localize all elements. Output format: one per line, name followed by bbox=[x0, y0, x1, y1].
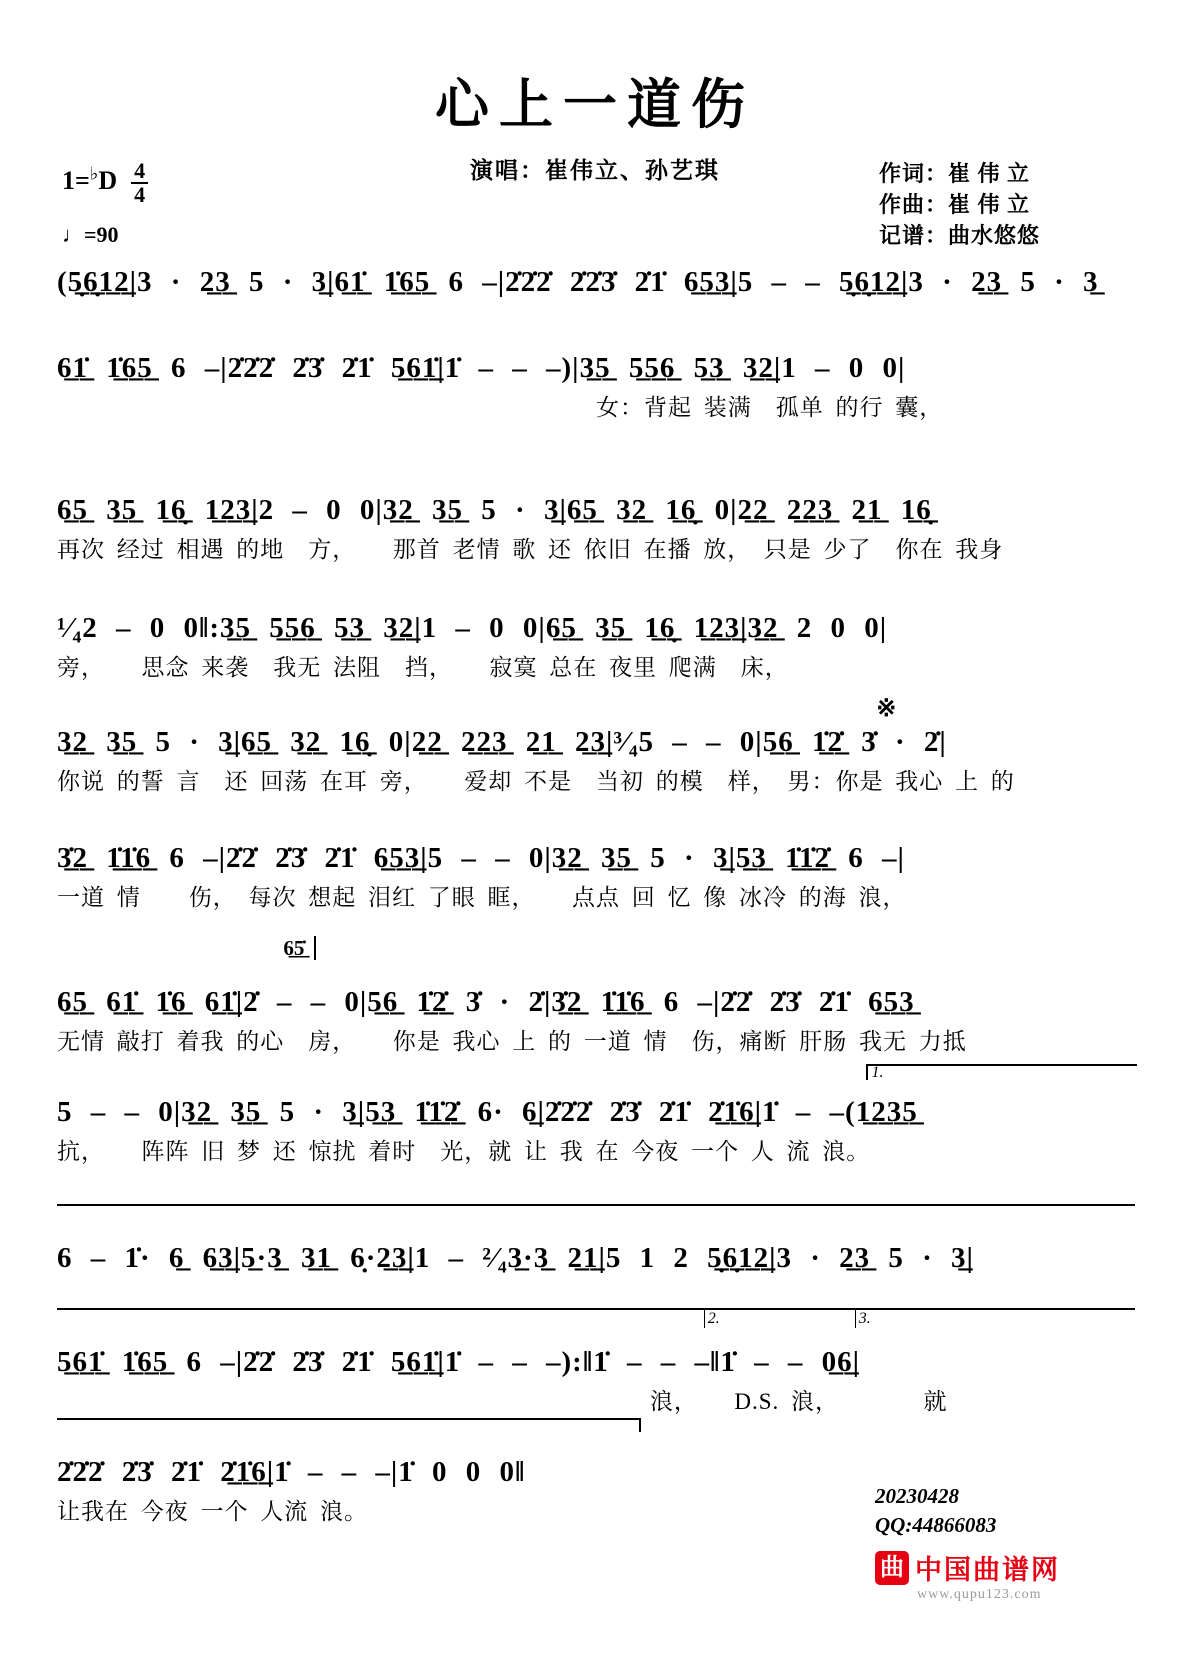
notation-line: 2̇2̇2̇ 2̇3̇ 2̇1̇ 2̲̇1̲̇6̲|1̇ – – –|1̇ 0 0 0‖ bbox=[57, 1456, 526, 1488]
volta-number: 1. bbox=[871, 1064, 884, 1081]
volta-number: 3. bbox=[855, 1310, 871, 1328]
music-system-1 bbox=[57, 262, 1135, 302]
segno-sign: ※ bbox=[876, 696, 897, 722]
lyric-line: 再次 经过 相遇 的地 方， 那首 老情 歌 还 依旧 在播 放， 只是 少了 你在 我身 bbox=[57, 537, 1004, 562]
volta-number: 2. bbox=[704, 1310, 720, 1328]
key-signature bbox=[62, 160, 148, 206]
notation-line: 5 – – 0|3̲2̲ 3̲5̲ 5 · 3̲|5̲3̲ 1̲̇1̲̇2̲̇ 6· 6̲|2̇2̇2̇ 2̇3̇ 2̇1̇ 2̲̇1̲̇6̲|1̇ – –(1̲2̲3̲5̲ bbox=[57, 1096, 918, 1128]
time-signature-numerator: 4 bbox=[131, 160, 148, 184]
notation-line: 6̲1̲̇ 1̲̇6̲5̲ 6 –|2̇2̇2̇ 2̇3̇ 2̇1̇ 5̲6̲1̲̇|1̇ – – –)|3̲5̲ 5̲5̲6̲ 5̲3̲ 3̲2̲|1 – 0 0| bbox=[57, 352, 906, 384]
key-letter: D bbox=[98, 165, 118, 195]
footer-block bbox=[875, 1482, 1135, 1603]
music-system-10 bbox=[57, 1310, 1135, 1414]
lyric-line: 你说 的誓 言 还 回荡 在耳 旁， 爱却 不是 当初 的模 样， 男：你是 我心 上 的 bbox=[57, 769, 1015, 794]
notation-line: ¹⁄₄2 – 0 0‖:3̲5̲ 5̲5̲6̲ 5̲3̲ 3̲2̲|1 – 0 0|6̲5̲ 3̲5̲ 1̲6̲̣ 1̲2̲3̲|3̲2̲ 2 0 0| bbox=[57, 612, 888, 644]
lyric-line: 女：背起 装满 孤单 的行 囊， bbox=[596, 395, 944, 420]
volta-rule bbox=[57, 1418, 641, 1432]
composer-credit: 作曲：崔 伟 立 bbox=[878, 192, 1030, 217]
notation-line: 3̲2̲ 3̲5̲ 5 · 3̲|6̲5̲ 3̲2̲ 1̲6̲̣ 0|2̲2̲ 2̲2̲3̲ 2̲1̲ 2̲3̲|³⁄₄5 – – 0|5̲6̲ 1̲̇2̲̇ 3̇ · 2̇| bbox=[57, 726, 947, 758]
lyric-line: 抗， 阵阵 旧 梦 还 惊扰 着时 光，就 让 我 在 今夜 一个 人 流 浪。 bbox=[57, 1139, 871, 1164]
music-system-5 bbox=[57, 696, 1135, 794]
notation-line: (5̲̣6̲̣1̲2̲|3 · 2̲3̲ 5 · 3̲|6̲1̲̇ 1̲̇6̲5̲ 6 –|2̇2̇2̇ 2̇2̇3̇ 2̇1̇ 6̲5̲3̲|5 – – 5̲̣6̲̣1̲2̲|3 · 2̲3̲ 5 · 3̲ bbox=[57, 266, 1099, 298]
music-system-6 bbox=[57, 838, 1135, 910]
time-signature-denominator: 4 bbox=[134, 182, 146, 207]
music-system-3 bbox=[57, 490, 1135, 562]
music-system-8 bbox=[57, 1064, 1135, 1164]
time-signature bbox=[131, 160, 148, 206]
lyric-line: 无情 敲打 着我 的心 房， 你是 我心 上 的 一道 情 伤，痛断 肝肠 我无 力抵 bbox=[57, 1029, 967, 1054]
tempo-marking: ♩=90 bbox=[62, 222, 119, 247]
first-ending-bracket bbox=[866, 1064, 1138, 1080]
grace-notes: 6̲5̲̇ bbox=[283, 936, 316, 960]
lyricist-credit: 作词：崔 伟 立 bbox=[878, 161, 1030, 186]
qq-contact: QQ:44866083 bbox=[875, 1513, 997, 1537]
key-prefix: 1= bbox=[62, 165, 90, 195]
notation-line: 6̲5̲ 6̲1̲̇ 1̲̇6̲ 6̲1̲̇|2̇ – – 0|5̲6̲ 1̲̇2̲̇ 3̇ · 2̇|3̲̇2̲ 1̲̇1̲̇6̲ 6 –|2̇2̇ 2̇3̇ 2̇1̇ 6̲5̲3̲ bbox=[57, 986, 915, 1018]
notation-line: 6 – 1̇· 6̲ 6̲3̲|5̲·3̲ 3̲1̲ 6̣·2̲3̲|1 – ²⁄₄3̲·3̲ 2̲1̲|5 1 2 5̲̣6̲̣1̲2̲|3 · 2̲3̲ 5 · 3̲| bbox=[57, 1242, 974, 1274]
notation-line: 6̲5̲ 3̲5̲ 1̲6̲̣ 1̲2̲3̲|2 – 0 0|3̲2̲ 3̲5̲ 5 · 3̲|6̲5̲ 3̲2̲ 1̲6̲̣ 0|2̲2̲ 2̲2̲3̲ 2̲1̲ 1̲6̲̣ bbox=[57, 494, 932, 526]
music-system-9 bbox=[57, 1238, 1135, 1278]
lyric-line: 浪， D.S. 浪， 就 bbox=[649, 1389, 948, 1414]
transcriber-credit: 记谱：曲水悠悠 bbox=[878, 223, 1040, 248]
flat-sign: ♭ bbox=[89, 163, 99, 184]
music-system-7 bbox=[57, 936, 1135, 1054]
song-title: 心上一道伤 bbox=[435, 75, 755, 135]
notation-line: 5̲6̲1̲̇ 1̲̇6̲5̲ 6 –|2̇2̇ 2̇3̇ 2̇1̇ 5̲6̲1̲̇|1̇ – – –):‖1̇ – – –‖1̇ – – 0̲6̲| bbox=[57, 1346, 861, 1378]
performers-line: 演唱：崔伟立、孙艺琪 bbox=[470, 158, 720, 183]
date-text: 20230428 bbox=[875, 1484, 959, 1508]
volta-rule bbox=[57, 1308, 1135, 1327]
site-url: www.qupu123.com bbox=[917, 1587, 1042, 1602]
music-system-4 bbox=[57, 608, 1135, 680]
notation-line: 3̲̇2̲ 1̲̇1̲̇6̲ 6 –|2̇2̇ 2̇3̇ 2̇1̇ 6̲5̲3̲|5 – – 0|3̲2̲ 3̲5̲ 5 · 3̲|5̲3̲ 1̲̇1̲̇2̲̇ 6 –| bbox=[57, 842, 905, 874]
credits-block bbox=[879, 158, 1040, 251]
lyric-line: 一道 情 伤， 每次 想起 泪红 了眼 眶， 点点 回 忆 像 冰冷 的海 浪， bbox=[57, 885, 907, 910]
lyric-line: 让我在 今夜 一个 人流 浪。 bbox=[57, 1499, 368, 1524]
site-logo-icon: 曲 bbox=[875, 1551, 909, 1585]
site-name: 中国曲谱网 bbox=[915, 1555, 1060, 1585]
volta-rule bbox=[57, 1204, 1135, 1218]
music-system-2 bbox=[57, 348, 1135, 420]
lyric-line: 旁， 思念 来袭 我无 法阻 挡， 寂寞 总在 夜里 爬满 床， bbox=[57, 655, 789, 680]
site-watermark bbox=[875, 1548, 1135, 1587]
